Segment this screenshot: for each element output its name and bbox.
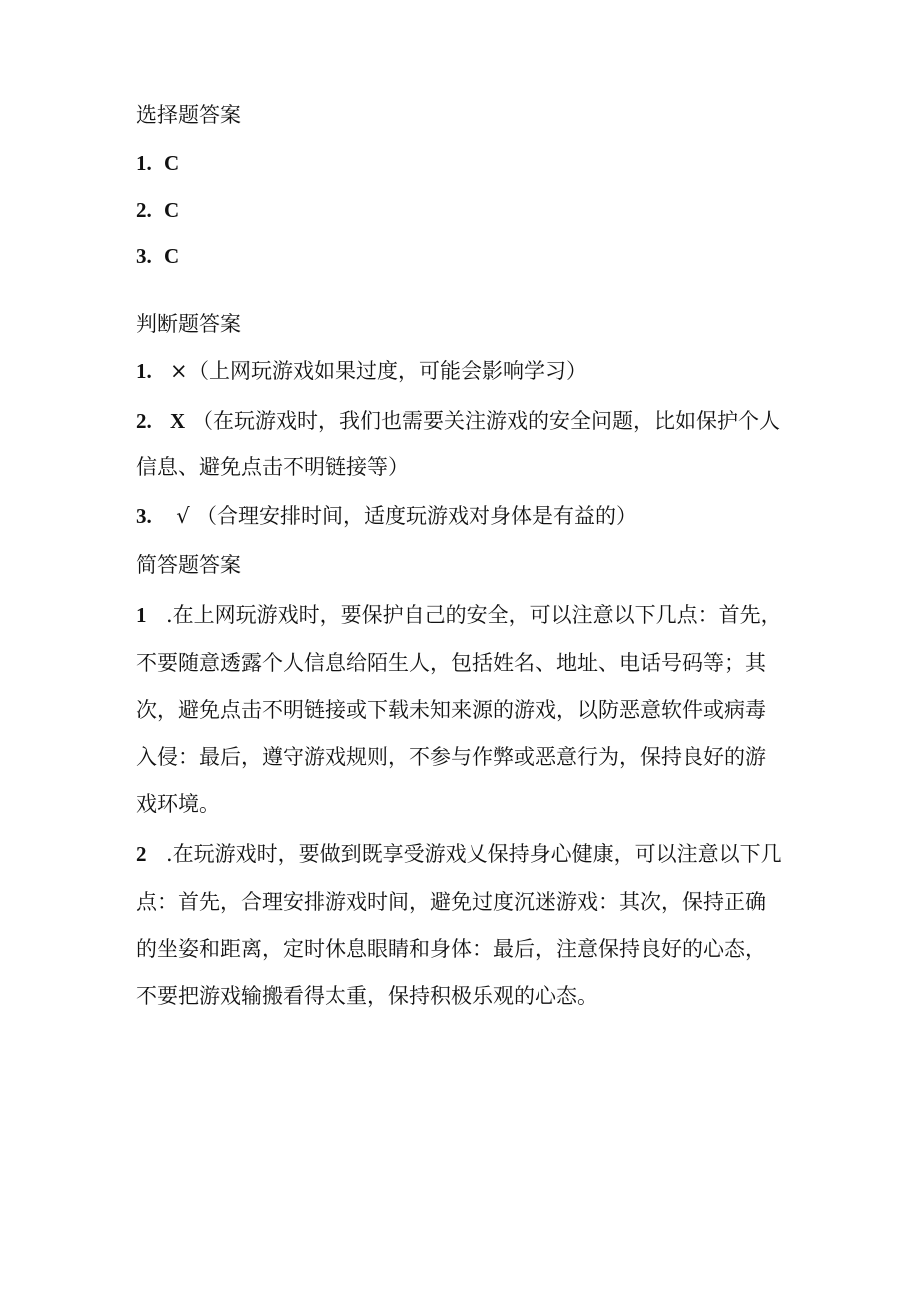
- judge-explanation: （合理安排时间，适度玩游戏对身体是有益的）: [196, 504, 637, 528]
- item-number: 2.: [136, 409, 152, 433]
- check-mark: √: [176, 504, 190, 528]
- judge-item: [136, 406, 780, 436]
- short-answer-line: 不要随意透露个人信息给陌生人，包括姓名、地址、电话号码等；其: [136, 651, 766, 675]
- judge-explanation: （上网玩游戏如果过度，可能会影响学习）: [188, 359, 587, 383]
- short-answer-line: 入侵：最后，遵守游戏规则，不参与作弊或恶意行为，保持良好的游: [136, 745, 766, 769]
- cross-mark: ×: [170, 359, 188, 383]
- judge-explanation-continued: 信息、避免点击不明链接等）: [136, 455, 409, 479]
- short-answer-line: 的坐姿和距离，定时休息眼睛和身体：最后，注意保持良好的心态，: [136, 937, 766, 961]
- item-number: 3.: [136, 244, 152, 268]
- choice-heading: 选择题答案: [136, 103, 241, 127]
- judge-explanation: （在玩游戏时，我们也需要关注游戏的安全问题，比如保护个人: [192, 409, 780, 433]
- judge-item: [136, 356, 587, 386]
- short-answer-line: 不要把游戏输搬看得太重，保持积极乐观的心态。: [136, 984, 598, 1008]
- item-number: 2: [136, 842, 147, 866]
- choice-item: [136, 148, 179, 178]
- short-answer-line: [136, 839, 782, 869]
- item-number: 1: [136, 603, 147, 627]
- choice-item: [136, 241, 179, 271]
- choice-answer: C: [164, 151, 180, 175]
- item-number: 2.: [136, 198, 152, 222]
- short-heading: 简答题答案: [136, 553, 241, 577]
- choice-answer: C: [164, 198, 180, 222]
- judge-item: [136, 501, 637, 531]
- cross-mark: X: [170, 409, 186, 433]
- short-answer-line: 点：首先，合理安排游戏时间，避免过度沉迷游戏：其次，保持正确: [136, 890, 766, 914]
- item-number: 1.: [136, 359, 152, 383]
- item-number: 3.: [136, 504, 152, 528]
- judge-heading: 判断题答案: [136, 312, 241, 336]
- short-answer-line: 戏环境。: [136, 792, 220, 816]
- short-answer-line: 次，避免点击不明链接或下载未知来源的游戏，以防恶意软件或病毒: [136, 698, 766, 722]
- choice-answer: C: [164, 244, 180, 268]
- short-answer-text: .在玩游戏时，要做到既享受游戏乂保持身心健康，可以注意以下几: [166, 842, 782, 866]
- item-number: 1.: [136, 151, 152, 175]
- short-answer-text: .在上网玩游戏时，要保护自己的安全，可以注意以下几点：首先，: [166, 603, 782, 627]
- choice-item: [136, 195, 179, 225]
- short-answer-line: [136, 600, 782, 630]
